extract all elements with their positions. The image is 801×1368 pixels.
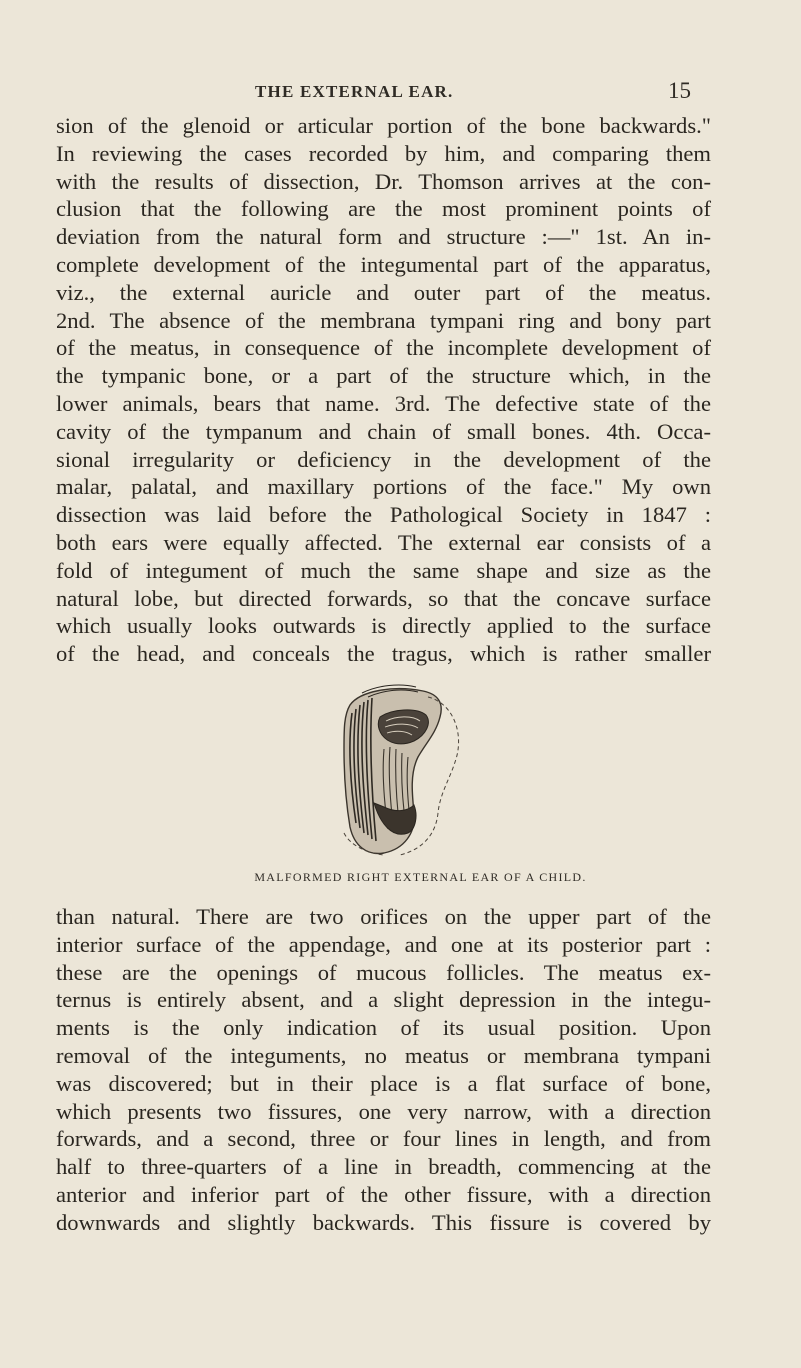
- text-line: natural lobe, but directed forwards, so that the concave surface: [56, 585, 711, 611]
- text-line: cavity of the tympanum and chain of small bones. 4th. Occa-: [56, 418, 711, 444]
- text-line: than natural. There are two orifices on the upper part of the: [56, 904, 711, 929]
- text-line: which usually looks outwards is directly applied to the surface: [56, 613, 711, 639]
- figure-caption: MALFORMED RIGHT EXTERNAL EAR OF A CHILD.: [254, 870, 587, 884]
- text-line: removal of the integuments, no meatus or membrana tympani: [56, 1042, 711, 1068]
- text-line: malar, palatal, and maxillary portions of the face." My own: [56, 474, 711, 500]
- body-text-top: [56, 112, 711, 668]
- text-line: ternus is entirely absent, and a slight depression in the integu-: [56, 987, 711, 1013]
- text-line: half to three-quarters of a line in breadth, commencing at the: [56, 1154, 711, 1180]
- text-line: dissection was laid before the Pathological Society in 1847 :: [56, 502, 711, 528]
- text-line: with the results of dissection, Dr. Thomson arrives at the con-: [56, 168, 711, 194]
- text-line: lower animals, bears that name. 3rd. The defective state of the: [56, 390, 711, 416]
- body-text-bottom: [56, 903, 711, 1237]
- text-line: downwards and slightly backwards. This fissure is covered by: [56, 1209, 711, 1235]
- text-line: which presents two fissures, one very narrow, with a direction: [56, 1098, 711, 1124]
- text-line: ments is the only indication of its usual position. Upon: [56, 1015, 711, 1041]
- text-line: complete development of the integumental part of the apparatus,: [56, 251, 711, 277]
- ear-engraving-icon: [288, 683, 528, 858]
- text-line: In reviewing the cases recorded by him, and comparing them: [56, 140, 711, 166]
- text-line: interior surface of the appendage, and one at its posterior part :: [56, 931, 711, 957]
- text-line: anterior and inferior part of the other fissure, with a direction: [56, 1181, 711, 1207]
- text-line: fold of integument of much the same shape and size as the: [56, 557, 711, 583]
- text-line: of the meatus, in consequence of the incomplete development of: [56, 335, 711, 361]
- running-head: THE EXTERNAL EAR.: [255, 82, 454, 101]
- text-line: 2nd. The absence of the membrana tympani ring and bony part: [56, 307, 711, 333]
- text-line: viz., the external auricle and outer part of the meatus.: [56, 279, 711, 305]
- text-line: deviation from the natural form and structure :—" 1st. An in-: [56, 224, 711, 250]
- text-line: of the head, and conceals the tragus, which is rather smaller: [56, 641, 711, 667]
- page-header: [0, 78, 801, 108]
- ear-illustration: [288, 683, 528, 858]
- text-line: was discovered; but in their place is a flat surface of bone,: [56, 1070, 711, 1096]
- text-line: the tympanic bone, or a part of the structure which, in the: [56, 363, 711, 389]
- text-line: clusion that the following are the most prominent points of: [56, 196, 711, 222]
- text-line: these are the openings of mucous follicles. The meatus ex-: [56, 959, 711, 985]
- text-line: both ears were equally affected. The external ear consists of a: [56, 529, 711, 555]
- text-line: sional irregularity or deficiency in the development of the: [56, 446, 711, 472]
- text-line: forwards, and a second, three or four lines in length, and from: [56, 1126, 711, 1152]
- text-line: sion of the glenoid or articular portion of the bone backwards.": [56, 113, 711, 138]
- page-number: 15: [668, 78, 691, 103]
